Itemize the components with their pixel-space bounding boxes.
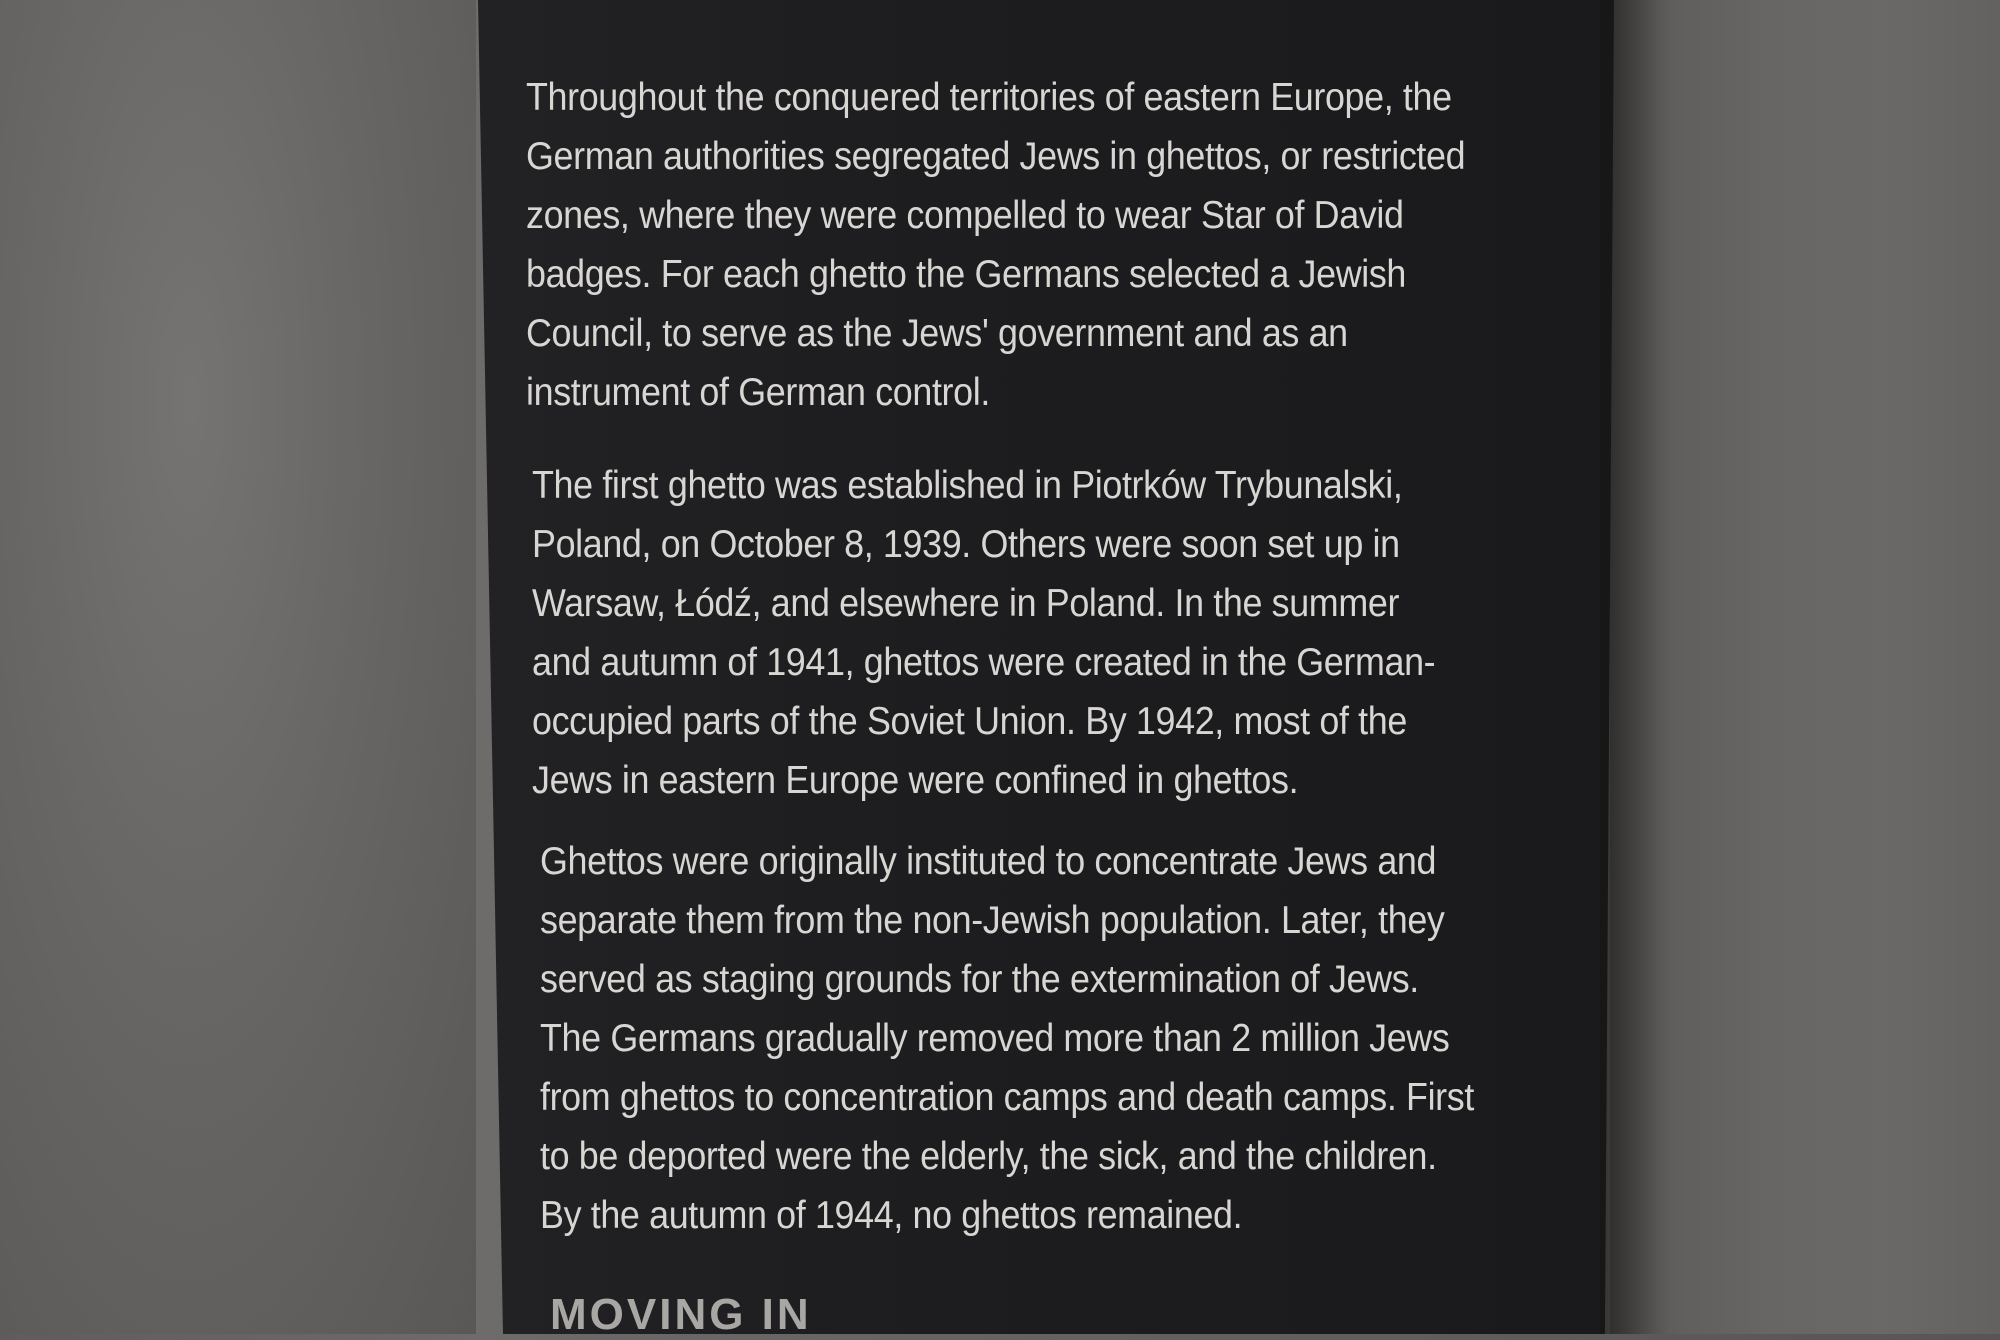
paragraph-line: served as staging grounds for the extermination of Jews.	[540, 958, 1419, 1001]
paragraph-line: occupied parts of the Soviet Union. By 1942, most of the	[532, 700, 1407, 743]
paragraph-line: By the autumn of 1944, no ghettos remained.	[540, 1194, 1243, 1237]
paragraph-line: from ghettos to concentration camps and death camps. First	[540, 1076, 1474, 1119]
paragraph-line: zones, where they were compelled to wear Star of David	[526, 194, 1404, 237]
paragraph-line: German authorities segregated Jews in ghettos, or restricted	[526, 135, 1466, 178]
paragraph-line: Poland, on October 8, 1939. Others were soon set up in	[532, 523, 1400, 566]
paragraph-line: Warsaw, Łódź, and elsewhere in Poland. In the summer	[532, 582, 1400, 625]
paragraph-line: to be deported were the elderly, the sick, and the children.	[540, 1135, 1437, 1178]
paragraph-line: Jews in eastern Europe were confined in ghettos.	[532, 759, 1299, 802]
wall-left	[0, 0, 476, 1334]
paragraph-line: The first ghetto was established in Piotrków Trybunalski,	[532, 464, 1403, 507]
paragraph-line: Ghettos were originally instituted to concentrate Jews and	[540, 840, 1437, 883]
section-heading: MOVING IN	[550, 1290, 812, 1339]
paragraph-line: separate them from the non-Jewish population. Later, they	[540, 899, 1445, 942]
paragraph-1	[526, 68, 1501, 422]
paragraph-line: and autumn of 1941, ghettos were created in the German-	[532, 641, 1436, 684]
paragraph-line: badges. For each ghetto the Germans selected a Jewish	[526, 253, 1407, 296]
paragraph-line: instrument of German control.	[526, 371, 990, 414]
paragraph-3	[540, 832, 1515, 1245]
paragraph-line: The Germans gradually removed more than 2 million Jews	[540, 1017, 1450, 1060]
panel-shadow	[1600, 0, 1670, 1334]
paragraph-line: Throughout the conquered territories of eastern Europe, the	[526, 76, 1452, 119]
paragraph-2	[532, 456, 1507, 810]
paragraph-line: Council, to serve as the Jews' government and as an	[526, 312, 1348, 355]
